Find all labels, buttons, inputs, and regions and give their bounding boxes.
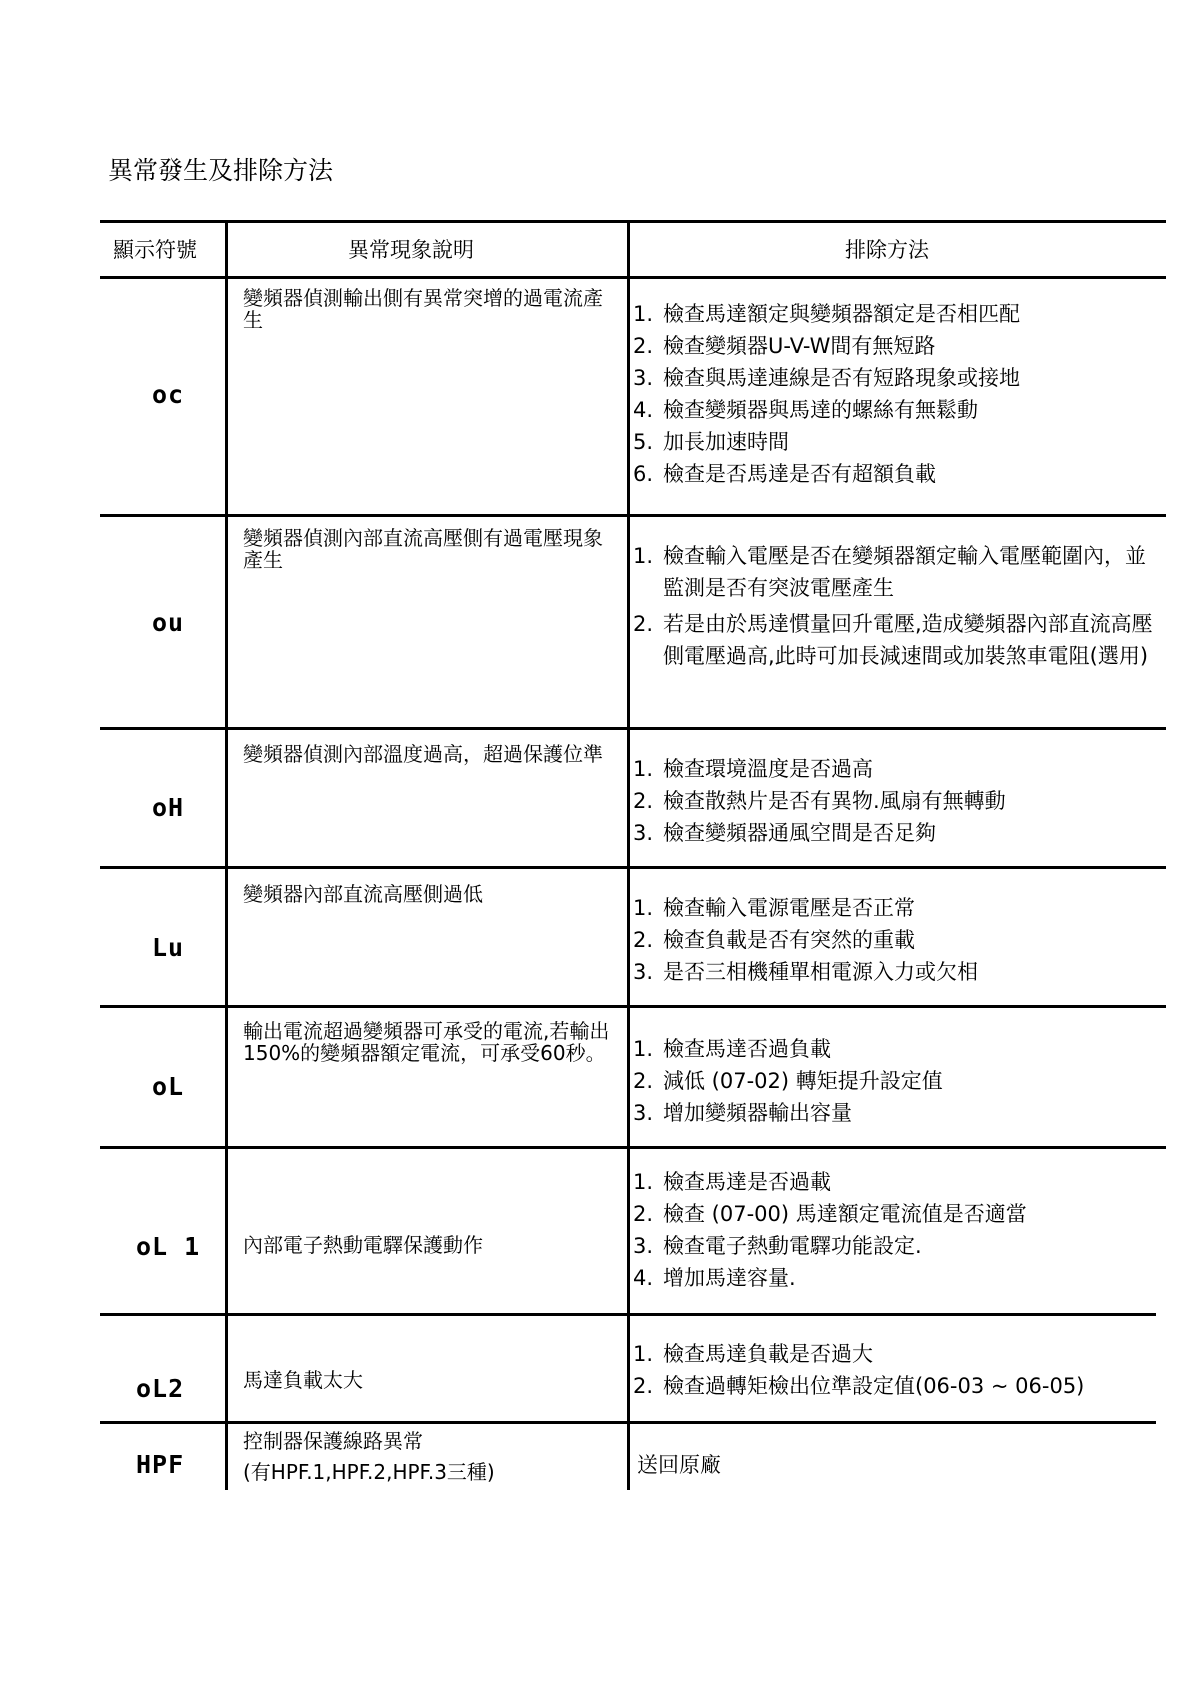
remedy-list	[633, 298, 1158, 490]
error-code-oL2: oL2	[136, 1374, 185, 1403]
list-item: 4. 檢查變頻器與馬達的螺絲有無鬆動	[633, 398, 978, 422]
error-description: 馬達負載太大	[243, 1368, 363, 1392]
remedy-list	[633, 753, 1158, 849]
error-code-oL1: oL 1	[136, 1232, 201, 1261]
error-description: 變頻器偵測內部直流高壓側有過電壓現象產生	[243, 526, 603, 572]
error-description: 輸出電流超過變頻器可承受的電流,若輸出150%的變頻器額定電流，可承受60秒。	[243, 1019, 610, 1065]
list-item: 1. 檢查馬達負載是否過大	[633, 1342, 873, 1366]
header-code: 顯示符號	[113, 238, 197, 262]
error-code-ou: ou	[152, 608, 185, 637]
row-divider	[100, 1146, 1166, 1149]
row-divider	[100, 514, 1166, 517]
error-description-line2: (有HPF.1,HPF.2,HPF.3三種)	[243, 1460, 495, 1484]
header-remedy: 排除方法	[845, 238, 929, 262]
remedy-list	[633, 1338, 1158, 1402]
list-item: 1. 檢查馬達否過負載	[633, 1037, 831, 1061]
list-item: 3. 檢查變頻器通風空間是否足夠	[633, 821, 936, 845]
list-item: 2. 減低 (07-02) 轉矩提升設定值	[633, 1069, 943, 1093]
error-code-HPF: HPF	[136, 1450, 185, 1479]
error-code-oL: oL	[152, 1072, 185, 1101]
list-item: 2. 檢查散熱片是否有異物.風扇有無轉動	[633, 789, 1006, 813]
remedy-list	[633, 892, 1158, 988]
list-item: 1. 檢查馬達額定與變頻器額定是否相匹配	[633, 302, 1020, 326]
row-divider	[100, 866, 1166, 869]
list-item: 2. 若是由於馬達慣量回升電壓,造成變頻器內部直流高壓側電壓過高,此時可加長減速間或加裝煞車電阻(選用)	[633, 612, 1153, 668]
page-title: 異常發生及排除方法	[108, 156, 334, 185]
row-divider	[100, 1005, 1166, 1008]
remedy-list	[633, 1033, 1158, 1129]
error-code-oc: oc	[152, 380, 185, 409]
list-item: 3. 增加變頻器輸出容量	[633, 1101, 852, 1125]
list-item: 1. 檢查馬達是否過載	[633, 1170, 831, 1194]
list-item: 6. 檢查是否馬達是否有超額負載	[633, 462, 936, 486]
error-code-Lu: Lu	[152, 933, 185, 962]
list-item: 2. 檢查過轉矩檢出位準設定值(06-03 ~ 06-05)	[633, 1374, 1085, 1398]
list-item: 3. 檢查與馬達連線是否有短路現象或接地	[633, 366, 1020, 390]
error-code-oH: oH	[152, 793, 185, 822]
remedy-text: 送回原廠	[637, 1453, 721, 1477]
error-description-line1: 控制器保護線路異常	[243, 1429, 423, 1453]
error-description: 變頻器偵測輸出側有異常突增的過電流產生	[243, 286, 603, 332]
list-item: 3. 檢查電子熱動電驛功能設定.	[633, 1234, 922, 1258]
error-description: 內部電子熱動電驛保護動作	[243, 1233, 483, 1257]
list-item: 1. 檢查輸入電壓是否在變頻器額定輸入電壓範圍內，並監測是否有突波電壓產生	[633, 544, 1146, 600]
remedy-list	[633, 1166, 1158, 1294]
list-item: 2. 檢查 (07-00) 馬達額定電流值是否適當	[633, 1202, 1027, 1226]
list-item: 2. 檢查負載是否有突然的重載	[633, 928, 915, 952]
list-item: 1. 檢查輸入電源電壓是否正常	[633, 896, 915, 920]
list-item: 1. 檢查環境溫度是否過高	[633, 757, 873, 781]
list-item: 2. 檢查變頻器U-V-W間有無短路	[633, 334, 936, 358]
column-divider	[225, 220, 228, 1490]
header-bottom-rule	[100, 276, 1166, 279]
error-description: 變頻器偵測內部溫度過高，超過保護位準	[243, 742, 603, 766]
header-description: 異常現象說明	[348, 238, 474, 262]
list-item: 5. 加長加速時間	[633, 430, 789, 454]
table-top-rule	[100, 220, 1166, 223]
error-description: 變頻器內部直流高壓側過低	[243, 882, 483, 906]
list-item: 4. 增加馬達容量.	[633, 1266, 796, 1290]
row-divider	[100, 727, 1166, 730]
remedy-list	[633, 540, 1163, 672]
list-item: 3. 是否三相機種單相電源入力或欠相	[633, 960, 978, 984]
column-divider	[627, 220, 630, 1490]
